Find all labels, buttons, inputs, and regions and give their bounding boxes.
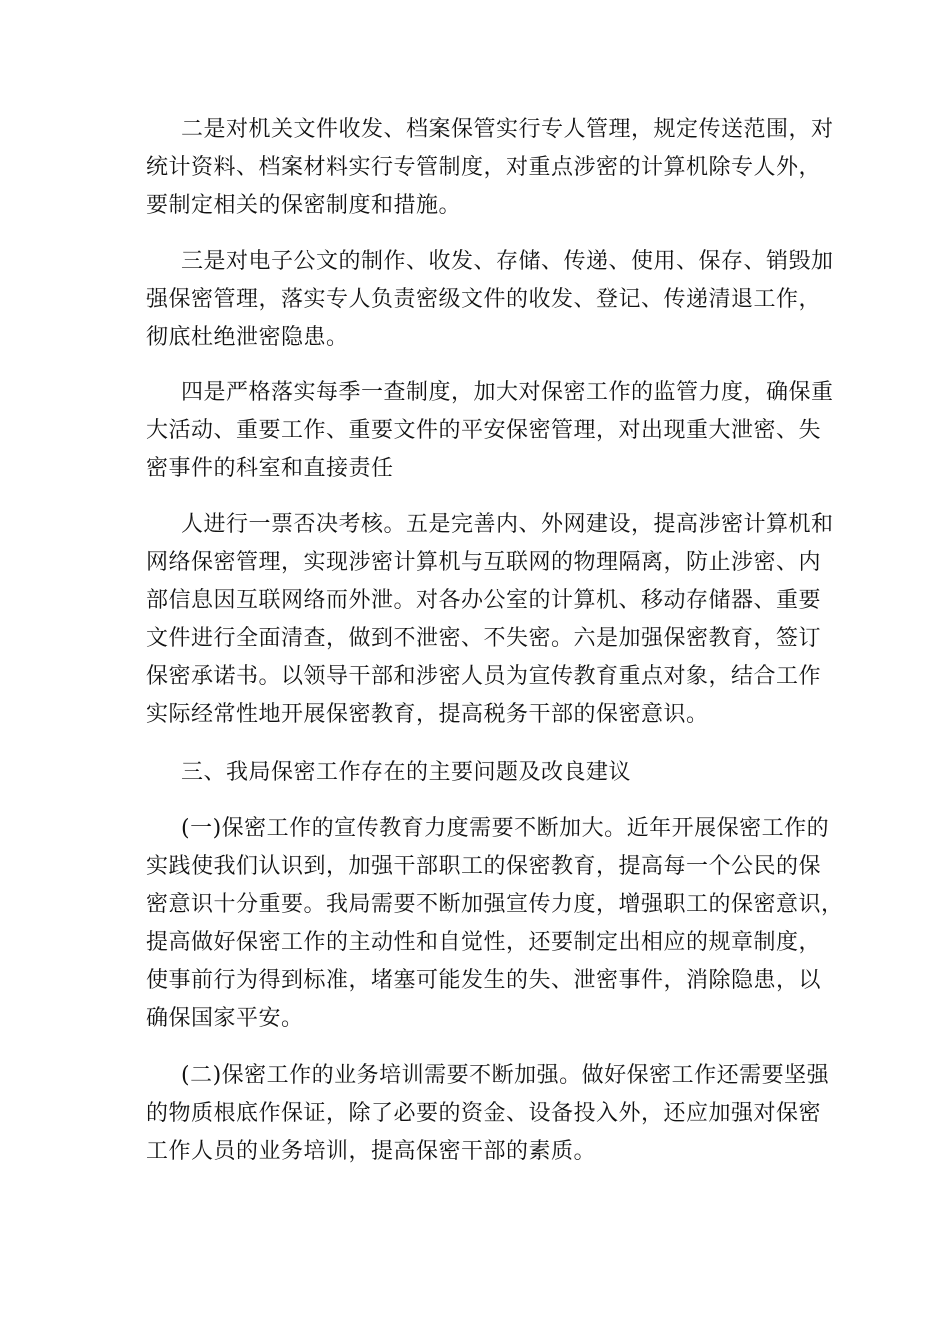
text-line: 四是严格落实每季一查制度，加大对保密工作的监管力度，确保重 [181,380,834,405]
paragraph-quarterly-inspection [146,374,834,488]
text-line: 网络保密管理，实现涉密计算机与互联网的物理隔离，防止涉密、内 [146,550,822,575]
paragraph-network-and-education [146,506,834,734]
text-line: 提高做好保密工作的主动性和自觉性，还要制定出相应的规章制度， [146,930,822,955]
text-line: 实际经常性地开展保密教育，提高税务干部的保密意识。 [146,702,709,727]
text-line: 文件进行全面清查，做到不泄密、不失密。六是加强保密教育，签订 [146,626,822,651]
paragraph-business-training [146,1057,829,1171]
text-line: 的物质根底作保证，除了必要的资金、设备投入外，还应加强对保密 [146,1101,822,1126]
text-line: 人进行一票否决考核。五是完善内、外网建设，提高涉密计算机和 [181,512,834,537]
text-line: 确保国家平安。 [146,1006,304,1031]
text-line: 大活动、重要工作、重要文件的平安保密管理，对出现重大泄密、失 [146,418,822,443]
text-line: 三是对电子公文的制作、收发、存储、传递、使用、保存、销毁加 [181,249,834,274]
text-line: 强保密管理，落实专人负责密级文件的收发、登记、传递清退工作， [146,287,822,312]
section-heading: 三、我局保密工作存在的主要问题及改良建议 [181,760,632,785]
text-line: 统计资料、档案材料实行专管制度，对重点涉密的计算机除专人外， [146,155,822,180]
text-line: 部信息因互联网络而外泄。对各办公室的计算机、移动存储器、重要 [146,588,822,613]
text-line: 使事前行为得到标准，堵塞可能发生的失、泄密事件，消除隐患，以 [146,968,822,993]
text-line: 彻底杜绝泄密隐患。 [146,325,349,350]
text-line: 二是对机关文件收发、档案保管实行专人管理，规定传送范围，对 [181,117,834,142]
paragraph-publicity-education [146,810,844,1038]
text-line: (一)保密工作的宣传教育力度需要不断加大。近年开展保密工作的 [181,816,830,841]
text-line: 密意识十分重要。我局需要不断加强宣传力度，增强职工的保密意识， [146,892,844,917]
text-line: 工作人员的业务培训，提高保密干部的素质。 [146,1139,597,1164]
paragraph-records-management [146,111,834,225]
paragraph-electronic-documents [146,243,834,357]
text-line: (二)保密工作的业务培训需要不断加强。做好保密工作还需要坚强 [181,1063,830,1088]
text-line: 密事件的科室和直接责任 [146,456,394,481]
text-line: 保密承诺书。以领导干部和涉密人员为宣传教育重点对象，结合工作 [146,664,822,689]
text-line: 实践使我们认识到，加强干部职工的保密教育，提高每一个公民的保 [146,854,822,879]
section-heading-problems [146,754,631,792]
text-line: 要制定相关的保密制度和措施。 [146,193,462,218]
